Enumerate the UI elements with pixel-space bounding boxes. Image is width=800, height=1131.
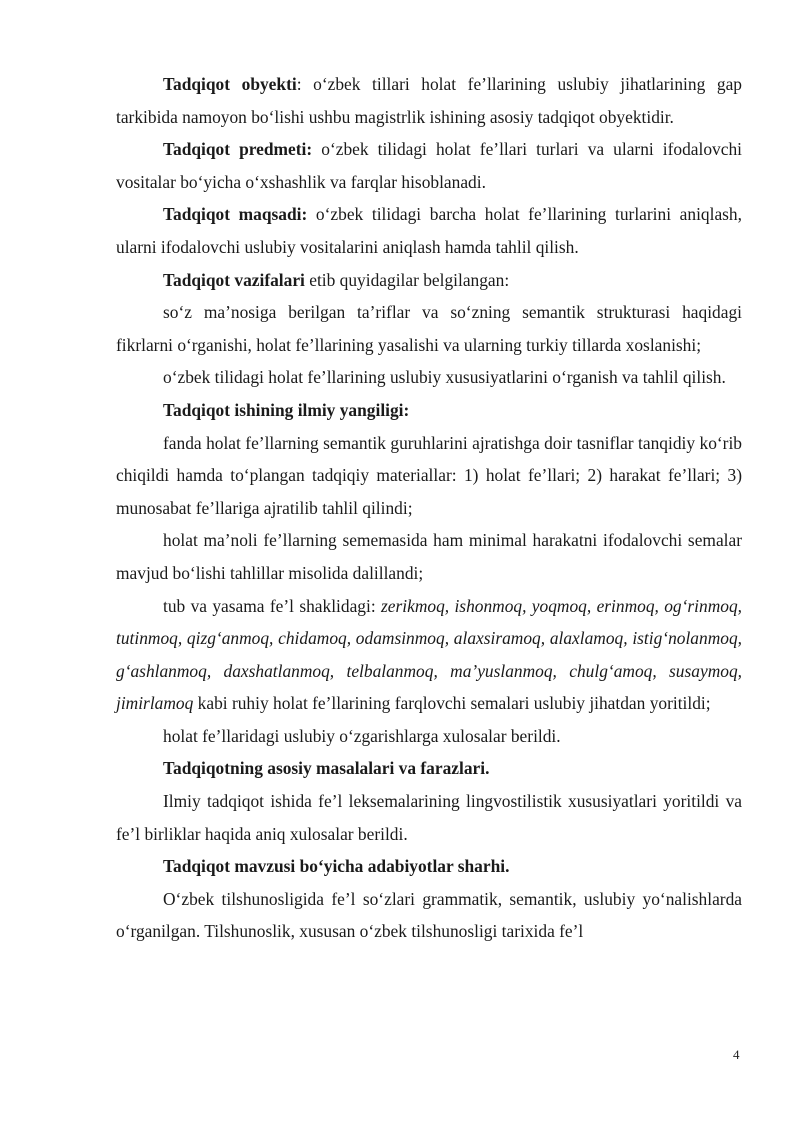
paragraph-text: Ilmiy tadqiqot ishida fe’l leksemalarining lingvostilistik xususiyatlari yoritildi va fe’l birliklar haqida aniq xulosalar berildi.	[116, 791, 742, 844]
paragraph-novelty-1	[116, 427, 742, 525]
heading-research-object: Tadqiqot obyekti	[163, 74, 297, 94]
paragraph-literature-review	[116, 850, 742, 883]
paragraph-text: etib quyidagilar belgilangan:	[304, 269, 510, 290]
paragraph-task-2	[116, 361, 742, 394]
paragraph-research-tasks	[116, 264, 742, 297]
page-number: 4	[733, 1047, 740, 1062]
paragraph-research-goal	[116, 198, 742, 263]
paragraph-text: holat ma’noli fe’llarning sememasida ham minimal harakatni ifodalovchi semalar mavjud bo‘lishi tahlillar misolida dalillandi;	[116, 530, 742, 583]
paragraph-task-1	[116, 296, 742, 361]
paragraph-novelty-3	[116, 590, 742, 720]
paragraph-novelty	[116, 394, 742, 427]
paragraph-text: : o‘zbek tillari holat fe’llarining uslubiy jihatlarining gap tarkibida namoyon bo‘lishi ushbu magistrlik ishining asosiy tadqiqot obyektidir.	[116, 74, 742, 127]
paragraph-novelty-2	[116, 524, 742, 589]
verb-examples: zerikmoq, ishonmoq, yoqmoq, erinmoq, og‘rinmoq, tutinmoq, qizg‘anmoq, chidamoq, odamsinmoq, alaxsiramoq, alaxlamoq, istig‘nolanmoq, g‘ashlanmoq, daxshatlanmoq, telbalanmoq, ma’yuslanmoq, chulg‘amoq, susaymoq, jimirlamoq	[116, 595, 743, 714]
paragraph-text: o‘zbek tilidagi holat fe’llari turlari va ularni ifodalovchi vositalar bo‘yicha o‘xshashlik va farqlar hisoblanadi.	[116, 139, 742, 192]
heading-research-goal: Tadqiqot maqsadi:	[163, 204, 308, 225]
paragraph-text: tub va yasama fe’l shaklidagi:	[163, 595, 382, 616]
heading-research-tasks: Tadqiqot vazifalari	[163, 269, 305, 290]
paragraph-research-subject	[116, 133, 742, 198]
paragraph-main-issues-1	[116, 785, 742, 850]
heading-research-subject: Tadqiqot predmeti:	[163, 139, 313, 160]
paragraph-text: o‘zbek tilidagi barcha holat fe’llarining turlarini aniqlash, ularni ifodalovchi uslubiy vositalarini aniqlash hamda tahlil qilish.	[116, 204, 742, 257]
paragraph-literature-1	[116, 883, 742, 948]
paragraph-text: kabi ruhiy holat fe’llarining farqlovchi semalari uslubiy jihatdan yoritildi;	[193, 693, 711, 714]
paragraph-main-issues	[116, 752, 742, 785]
paragraph-text: fanda holat fe’llarning semantik guruhlarini ajratishga doir tasniflar tanqidiy ko‘rib chiqildi hamda to‘plangan tadqiqiy materiallar: 1) holat fe’llari; 2) harakat fe’llari; 3) munosabat fe’llariga ajratilib tahlil qilindi;	[116, 432, 742, 518]
paragraph-text: O‘zbek tilshunosligida fe’l so‘zlari grammatik, semantik, uslubiy yo‘nalishlarda o‘rganilgan. Tilshunoslik, xususan o‘zbek tilshunosligi tarixida fe’l	[116, 888, 742, 942]
paragraph-text: holat fe’llaridagi uslubiy o‘zgarishlarga xulosalar berildi.	[163, 725, 561, 746]
heading-main-issues: Tadqiqotning asosiy masalalari va farazlari.	[163, 758, 490, 779]
heading-novelty: Tadqiqot ishining ilmiy yangiligi:	[163, 399, 410, 420]
paragraph-text: o‘zbek tilidagi holat fe’llarining uslubiy xususiyatlarini o‘rganish va tahlil qilish.	[163, 367, 726, 388]
paragraph-research-object	[116, 68, 742, 133]
paragraph-novelty-4	[116, 720, 742, 753]
heading-literature-review: Tadqiqot mavzusi bo‘yicha adabiyotlar sharhi.	[163, 856, 510, 877]
document-body	[116, 68, 742, 948]
paragraph-text: so‘z ma’nosiga berilgan ta’riflar va so‘zning semantik strukturasi haqidagi fikrlarni o‘rganishi, holat fe’llarining yasalishi va ularning turkiy tillarda xoslanishi;	[116, 302, 742, 355]
